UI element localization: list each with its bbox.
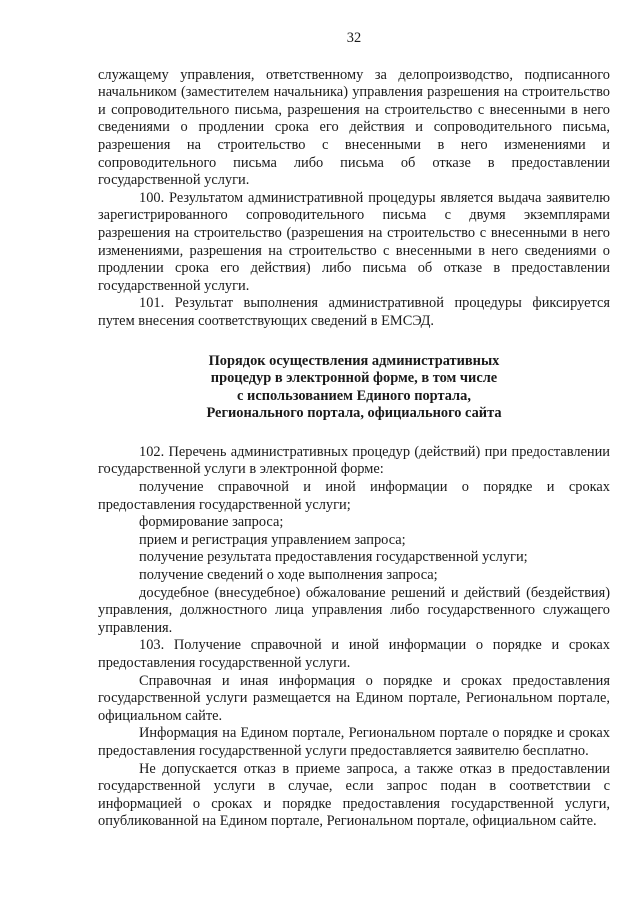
list-item: получение сведений о ходе выполнения запроса; xyxy=(139,567,438,584)
list-item: прием и регистрация управлением запроса; xyxy=(139,531,406,548)
section-title-line: процедур в электронной форме, в том числе xyxy=(210,370,498,387)
section-title-line: Порядок осуществления административных xyxy=(208,352,500,369)
section-title-line: с использованием Единого портала, xyxy=(237,387,471,404)
page-number: 32 xyxy=(346,30,362,46)
paragraph-info-placement: Справочная и иная информация о порядке и сроках предоставления государственной услуги размещается на Едином портале, Региональном портале, официальном сайте. xyxy=(98,672,610,724)
section-title-line: Регионального портала, официального сайта xyxy=(206,405,502,422)
paragraph-101: 101. Результат выполнения административной процедуры фиксируется путем внесения соответствующих сведений в ЕМСЭД. xyxy=(98,295,610,329)
paragraph-continuation: служащему управления, ответственному за делопроизводство, подписанного начальником (заместителем начальника) управления разрешения на строительство и сопроводительного письма, разрешения на строительство с внесенными в него сведениями о продлении срока его действия и сопроводительного письма, разрешения на строительство с внесенными в него изменениями и сопроводительного письма либо письма об отказе в предоставлении государственной услуги. xyxy=(98,66,610,189)
list-item: получение справочной и иной информации о порядке и сроках предоставления государственной услуги; xyxy=(98,479,610,513)
paragraph-103: 103. Получение справочной и иной информации о порядке и сроках предоставления государственной услуги. xyxy=(98,637,610,671)
list-item: получение результата предоставления государственной услуги; xyxy=(139,549,528,566)
paragraph-100: 100. Результатом административной процедуры является выдача заявителю зарегистрированного сопроводительного письма с двумя экземплярами разрешения на строительство (разрешения на строительство с внесенными в него изменениями, разрешения на строительство с внесенными в него сведениями о продлении срока его действия) либо письма об отказе в предоставлении государственной услуги. xyxy=(98,189,610,294)
document-page xyxy=(98,30,610,831)
paragraph-102: 102. Перечень административных процедур (действий) при предоставлении государственной услуги в электронной форме: xyxy=(98,443,610,478)
list-item: досудебное (внесудебное) обжалование решений и действий (бездействия) управления, должностного лица управления либо государственного служащего управления. xyxy=(98,584,610,636)
list-item: формирование запроса; xyxy=(139,514,284,531)
paragraph-info-free: Информация на Едином портале, Региональном портале о порядке и сроках предоставления государственной услуги предоставляется заявителю бесплатно. xyxy=(98,725,610,759)
section-title xyxy=(98,353,610,423)
paragraph-refusal: Не допускается отказ в приеме запроса, а также отказ в предоставлении государственной услуги в случае, если запрос подан в соответствии с информацией о сроках и порядке предоставления государственной услуги, опубликованной на Едином портале, Региональном портале, официальном сайте. xyxy=(98,760,610,830)
